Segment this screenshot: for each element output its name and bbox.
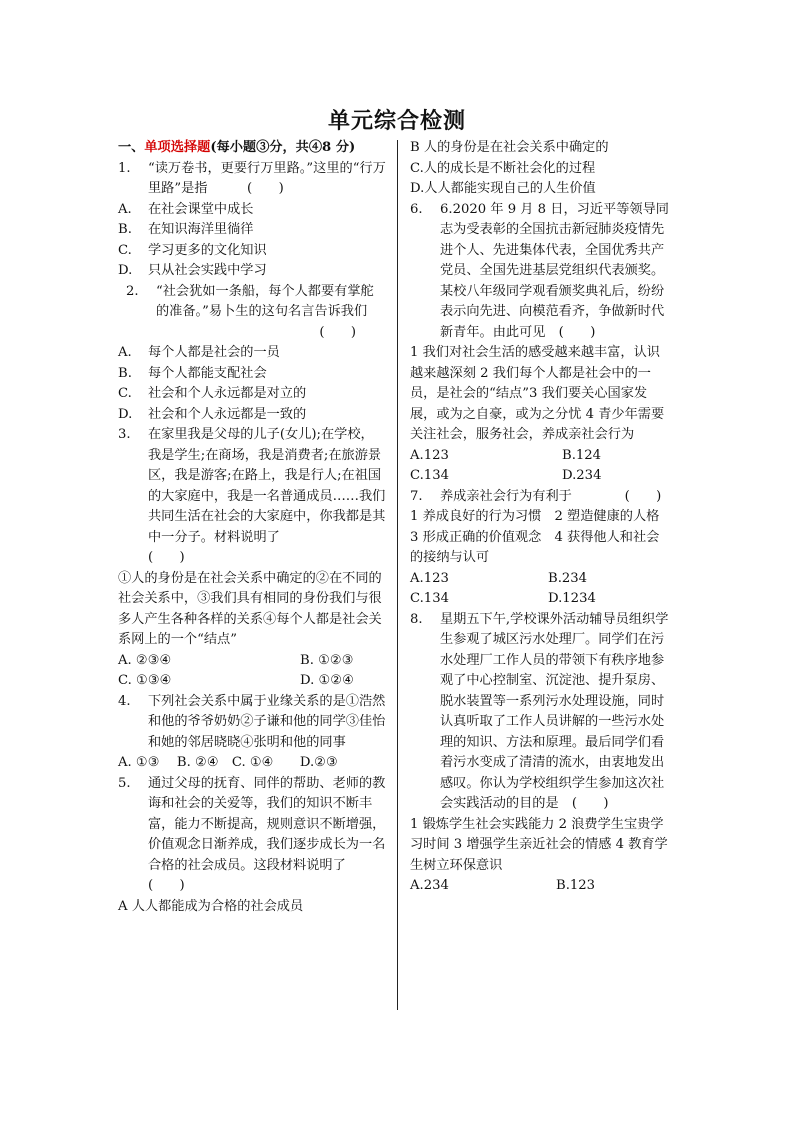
question-1 bbox=[118, 159, 386, 200]
question-text: “读万卷书，更要行万里路。”这里的“行万里路”是指 ( ) bbox=[148, 160, 386, 196]
option-text: 只从社会实践中学习 bbox=[148, 263, 267, 278]
option-letter: B. bbox=[118, 222, 132, 237]
question-number: 3. bbox=[118, 427, 131, 442]
option-row bbox=[118, 651, 386, 672]
column-divider bbox=[397, 140, 398, 1010]
option-letter: C. bbox=[118, 386, 132, 401]
answer-bracket: ( ) bbox=[319, 324, 356, 340]
question-text: 通过父母的抚育、同伴的帮助、老师的教诲和社会的关爱等，我们的知识不断丰富，能力不断提高，规则意识不断增强，价值观念日渐养成，我们逐步成长为一名合格的社会成员。这段材料说明了 bbox=[148, 775, 386, 873]
option-b[interactable]: B.124 bbox=[562, 447, 602, 463]
question-text: 6.2020 年 9 月 8 日，习近平等领导同志为受表彰的全国抗击新冠肺炎疫情先进个人、先进集体代表，全国优秀共产党员、全国先进基层党组织代表颁奖。某校八年级同学观看颁奖典礼后，纷纷表示向先进、向模范看齐，争做新时代新青年。由此可见 ( ) bbox=[440, 201, 669, 340]
statement-line: 3 形成正确的价值观念 4 获得他人和社会 bbox=[410, 529, 660, 545]
statement-line: 1 养成良好的行为习惯 2 塑造健康的人格 bbox=[410, 509, 660, 524]
question-number: 5. bbox=[118, 775, 131, 791]
option-row bbox=[410, 446, 672, 467]
option-row bbox=[410, 466, 672, 487]
option-a[interactable]: A 人人都能成为合格的社会成员 bbox=[118, 898, 304, 914]
option-b[interactable]: B.234 bbox=[548, 570, 588, 586]
option-row bbox=[410, 589, 672, 610]
option-letter: D. bbox=[118, 406, 133, 422]
question-text: 在家里我是父母的儿子(女儿);在学校，我是学生;在商场，我是消费者;在旅游景区，我是游客;在路上，我是行人;在祖国的大家庭中，我是一名普通成员……我们共同生活在社会的大家庭中，你我都是其中一分子。材料说明了 bbox=[148, 427, 386, 545]
option-a[interactable] bbox=[118, 343, 386, 364]
question-text: 星期五下午,学校课外活动辅导员组织学生参观了城区污水处理厂。同学们在污水处理厂工作人员的带领下有秩序地参观了中心控制室、沉淀池、提升泵房、脱水装置等一系列污水处理设施，同时认真听取了工作人员讲解的一些污水处理的知识、方法和原理。最后同学们看着污水变成了清清的流水，由衷地发出感叹。你认为学校组织学生参加这次社会实践活动的目的是 ( ) bbox=[440, 611, 669, 811]
option-c[interactable]: C.134 bbox=[410, 468, 449, 483]
statement-line: 的接纳与认可 bbox=[410, 550, 490, 565]
question-text: “社会犹如一条船，每个人都要有掌舵的准备。”易卜生的这句名言告诉我们 bbox=[156, 283, 374, 319]
option-letter: C. bbox=[118, 242, 132, 258]
option-row bbox=[118, 671, 386, 692]
section-rule: (每小题③分，共④8 分) bbox=[210, 140, 356, 155]
option-letter: A. bbox=[118, 345, 132, 360]
option-row bbox=[410, 876, 672, 897]
option-letter: D. bbox=[118, 263, 133, 278]
question-number: 8. bbox=[410, 611, 423, 627]
question-text: 养成亲社会行为有利于 ( ) bbox=[440, 488, 662, 504]
option-text: 每个人都是社会的一员 bbox=[148, 345, 280, 360]
question-text: 下列社会关系中属于业缘关系的是①浩然和他的爷爷奶奶②子谦和他的同学③佳怡和她的邻居晓晓④张明和他的同事 bbox=[148, 693, 386, 750]
option-d[interactable]: D.234 bbox=[562, 468, 602, 483]
option-letter: B. bbox=[118, 365, 132, 381]
question-number: 4. bbox=[118, 693, 131, 709]
question-5 bbox=[118, 774, 386, 877]
question-4 bbox=[118, 692, 386, 754]
option-text: 社会和个人永远都是一致的 bbox=[148, 406, 307, 422]
option-text: 社会和个人永远都是对立的 bbox=[148, 386, 307, 401]
statement-list: 1 锻炼学生社会实践能力 2 浪费学生宝贵学习时间 3 增强学生亲近社会的情感 4 教育学生树立环保意识 bbox=[410, 816, 668, 873]
option-b[interactable]: B 人的身份是在社会关系中确定的 bbox=[410, 140, 609, 155]
option-b[interactable]: B. ①②③ bbox=[300, 652, 354, 668]
option-d[interactable]: D. ①②④ bbox=[300, 673, 354, 688]
question-number: 6. bbox=[410, 201, 423, 217]
option-b[interactable] bbox=[118, 364, 386, 385]
question-2 bbox=[118, 282, 386, 344]
question-6 bbox=[410, 200, 672, 344]
option-c[interactable]: C.人的成长是不断社会化的过程 bbox=[410, 160, 596, 176]
question-number: 1. bbox=[118, 160, 131, 176]
answer-bracket: ( ) bbox=[148, 550, 185, 565]
question-number: 2. bbox=[126, 283, 139, 299]
question-3 bbox=[118, 425, 386, 548]
option-text: 每个人都能支配社会 bbox=[148, 365, 267, 381]
option-d[interactable]: D.1234 bbox=[548, 591, 596, 606]
answer-bracket: ( ) bbox=[148, 878, 185, 893]
option-letter: A. bbox=[118, 201, 132, 217]
option-d[interactable] bbox=[118, 405, 386, 426]
option-c[interactable] bbox=[118, 241, 386, 262]
page-title: 单元综合检测 bbox=[327, 108, 466, 134]
left-column bbox=[118, 138, 386, 917]
statement-list: 1 我们对社会生活的感受越来越丰富，认识越来越深刻 2 我们每个人都是社会中的一员，是社会的“结点”3 我们要关心国家发展，或为之自豪，或为之分忧 4 青少年需要关注社会，服务社会，养成亲社会行为 bbox=[410, 345, 665, 442]
option-a[interactable] bbox=[118, 200, 386, 221]
section-name: 单项选择题 bbox=[144, 140, 211, 155]
option-d[interactable] bbox=[118, 261, 386, 282]
question-7 bbox=[410, 487, 672, 508]
option-b[interactable]: B.123 bbox=[556, 878, 596, 893]
question-8 bbox=[410, 610, 672, 815]
option-row bbox=[410, 569, 672, 590]
option-a[interactable]: A.234 bbox=[410, 878, 449, 893]
option-text: 在社会课堂中成长 bbox=[148, 201, 254, 217]
option-text: 在知识海洋里徜徉 bbox=[148, 222, 254, 237]
section-heading bbox=[118, 138, 386, 159]
option-d[interactable]: D.人人都能实现自己的人生价值 bbox=[410, 181, 596, 196]
right-column bbox=[410, 138, 672, 897]
statement-list: ①人的身份是在社会关系中确定的②在不同的社会关系中，③我们具有相同的身份我们与很多人产生各种各样的关系④每个人都是社会关系网上的一个“结点” bbox=[118, 570, 382, 647]
option-row[interactable]: A. ①③ B. ②④ C. ①④ D.②③ bbox=[118, 755, 338, 770]
question-number: 7. bbox=[410, 488, 423, 504]
option-text: 学习更多的文化知识 bbox=[148, 242, 267, 258]
option-c[interactable]: C. ①③④ bbox=[118, 673, 172, 688]
option-c[interactable]: C.134 bbox=[410, 591, 449, 606]
option-a[interactable]: A.123 bbox=[410, 447, 449, 463]
option-c[interactable] bbox=[118, 384, 386, 405]
section-prefix: 一、 bbox=[118, 140, 145, 155]
option-a[interactable]: A.123 bbox=[410, 570, 449, 586]
option-a[interactable]: A. ②③④ bbox=[118, 652, 172, 668]
option-b[interactable] bbox=[118, 220, 386, 241]
